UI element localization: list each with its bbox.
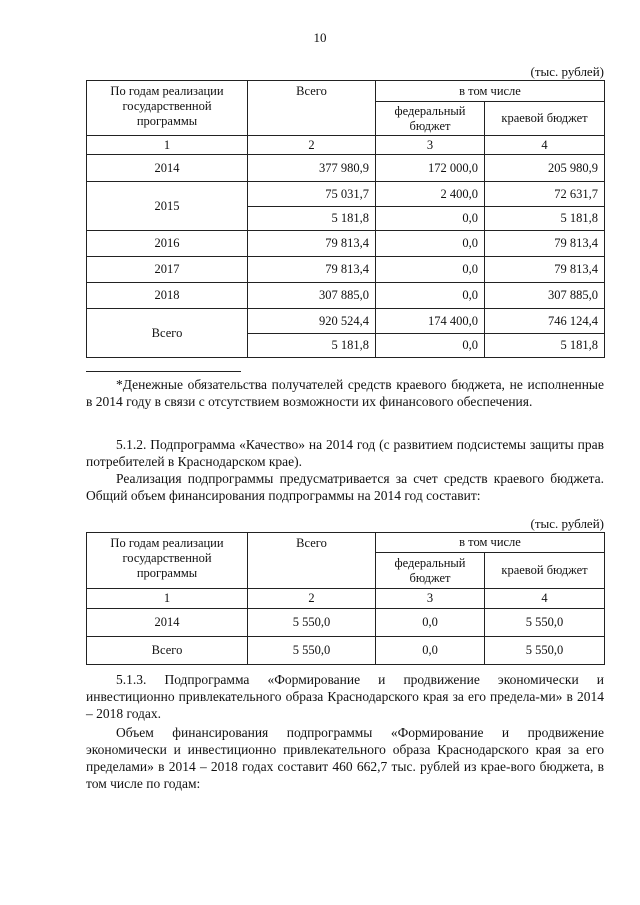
regional-cell: 79 813,4	[485, 257, 605, 283]
footnote-separator	[86, 371, 241, 372]
header-total: Всего	[248, 81, 376, 136]
section-5-1-2-heading: 5.1.2. Подпрограмма «Качество» на 2014 год (с развитием подсистемы защиты прав потребителей в Краснодарском крае).	[86, 437, 604, 469]
year-cell: 2016	[87, 231, 248, 257]
year-cell: Всего	[87, 637, 248, 665]
federal-cell: 0,0	[376, 231, 485, 257]
federal-cell: 0,0	[376, 609, 485, 637]
total-cell: 5 181,8	[248, 334, 376, 358]
regional-cell: 746 124,4	[485, 309, 605, 334]
table-row	[87, 309, 605, 334]
table-row	[87, 182, 605, 207]
federal-cell: 0,0	[376, 257, 485, 283]
realization-paragraph: Реализация подпрограммы предусматривается за счет средств краевого бюджета. Общий объем финансирования подпрограммы на 2014 год составит:	[86, 471, 604, 503]
year-cell: 2018	[87, 283, 248, 309]
financing-table-2	[86, 532, 605, 665]
header-federal: федеральный бюджет	[376, 553, 485, 589]
year-cell: 2015	[87, 182, 248, 231]
total-cell: 5 181,8	[248, 207, 376, 231]
header-years: По годам реализации государственной программы	[87, 533, 248, 589]
col-number-4: 4	[485, 136, 605, 155]
federal-cell: 172 000,0	[376, 155, 485, 182]
federal-cell: 0,0	[376, 283, 485, 309]
table1-unit: (тыс. рублей)	[530, 64, 604, 79]
total-cell: 75 031,7	[248, 182, 376, 207]
col-number-4: 4	[485, 589, 605, 609]
federal-cell: 0,0	[376, 334, 485, 358]
header-total: Всего	[248, 533, 376, 589]
header-regional: краевой бюджет	[485, 553, 605, 589]
header-years: По годам реализации государственной программы	[87, 81, 248, 136]
header-including: в том числе	[376, 81, 605, 102]
total-cell: 5 550,0	[248, 609, 376, 637]
total-cell: 5 550,0	[248, 637, 376, 665]
col-number-1: 1	[87, 136, 248, 155]
header-including: в том числе	[376, 533, 605, 553]
col-number-2: 2	[248, 136, 376, 155]
footnote: *Денежные обязательства получателей средств краевого бюджета, не исполненные в 2014 году в связи с отсутствием возможности их финансового обеспечения.	[86, 377, 604, 409]
table-row	[87, 637, 605, 665]
total-cell: 377 980,9	[248, 155, 376, 182]
regional-cell: 72 631,7	[485, 182, 605, 207]
total-cell: 79 813,4	[248, 257, 376, 283]
regional-cell: 79 813,4	[485, 231, 605, 257]
page-number: 10	[313, 30, 327, 45]
regional-cell: 5 550,0	[485, 609, 605, 637]
year-cell: 2014	[87, 609, 248, 637]
total-cell: 307 885,0	[248, 283, 376, 309]
col-number-3: 3	[376, 589, 485, 609]
table-row	[87, 155, 605, 182]
regional-cell: 307 885,0	[485, 283, 605, 309]
col-number-3: 3	[376, 136, 485, 155]
section-5-1-3-heading: 5.1.3. Подпрограмма «Формирование и продвижение экономически и инвестиционно привлекательного образа Краснодарского края за его предела-ми» в 2014 – 2018 годах.	[86, 672, 604, 721]
federal-cell: 174 400,0	[376, 309, 485, 334]
total-cell: 79 813,4	[248, 231, 376, 257]
regional-cell: 5 181,8	[485, 207, 605, 231]
regional-cell: 5 550,0	[485, 637, 605, 665]
table-row	[87, 283, 605, 309]
table2-unit: (тыс. рублей)	[530, 516, 604, 531]
table-row	[87, 609, 605, 637]
regional-cell: 5 181,8	[485, 334, 605, 358]
federal-cell: 2 400,0	[376, 182, 485, 207]
year-cell: 2014	[87, 155, 248, 182]
financing-paragraph: Объем финансирования подпрограммы «Формирование и продвижение экономически и инвестиционно привлекательного образа Краснодарского края за его пределами» в 2014 – 2018 годах составит 460 662,7 тыс. рублей из крае-вого бюджета, в том числе по годам:	[86, 725, 604, 791]
federal-cell: 0,0	[376, 637, 485, 665]
regional-cell: 205 980,9	[485, 155, 605, 182]
col-number-2: 2	[248, 589, 376, 609]
total-cell: 920 524,4	[248, 309, 376, 334]
header-federal: федеральный бюджет	[376, 102, 485, 136]
federal-cell: 0,0	[376, 207, 485, 231]
financing-table-1	[86, 80, 605, 358]
table-row	[87, 231, 605, 257]
table-row	[87, 257, 605, 283]
col-number-1: 1	[87, 589, 248, 609]
header-regional: краевой бюджет	[485, 102, 605, 136]
year-cell: 2017	[87, 257, 248, 283]
year-cell: Всего	[87, 309, 248, 358]
